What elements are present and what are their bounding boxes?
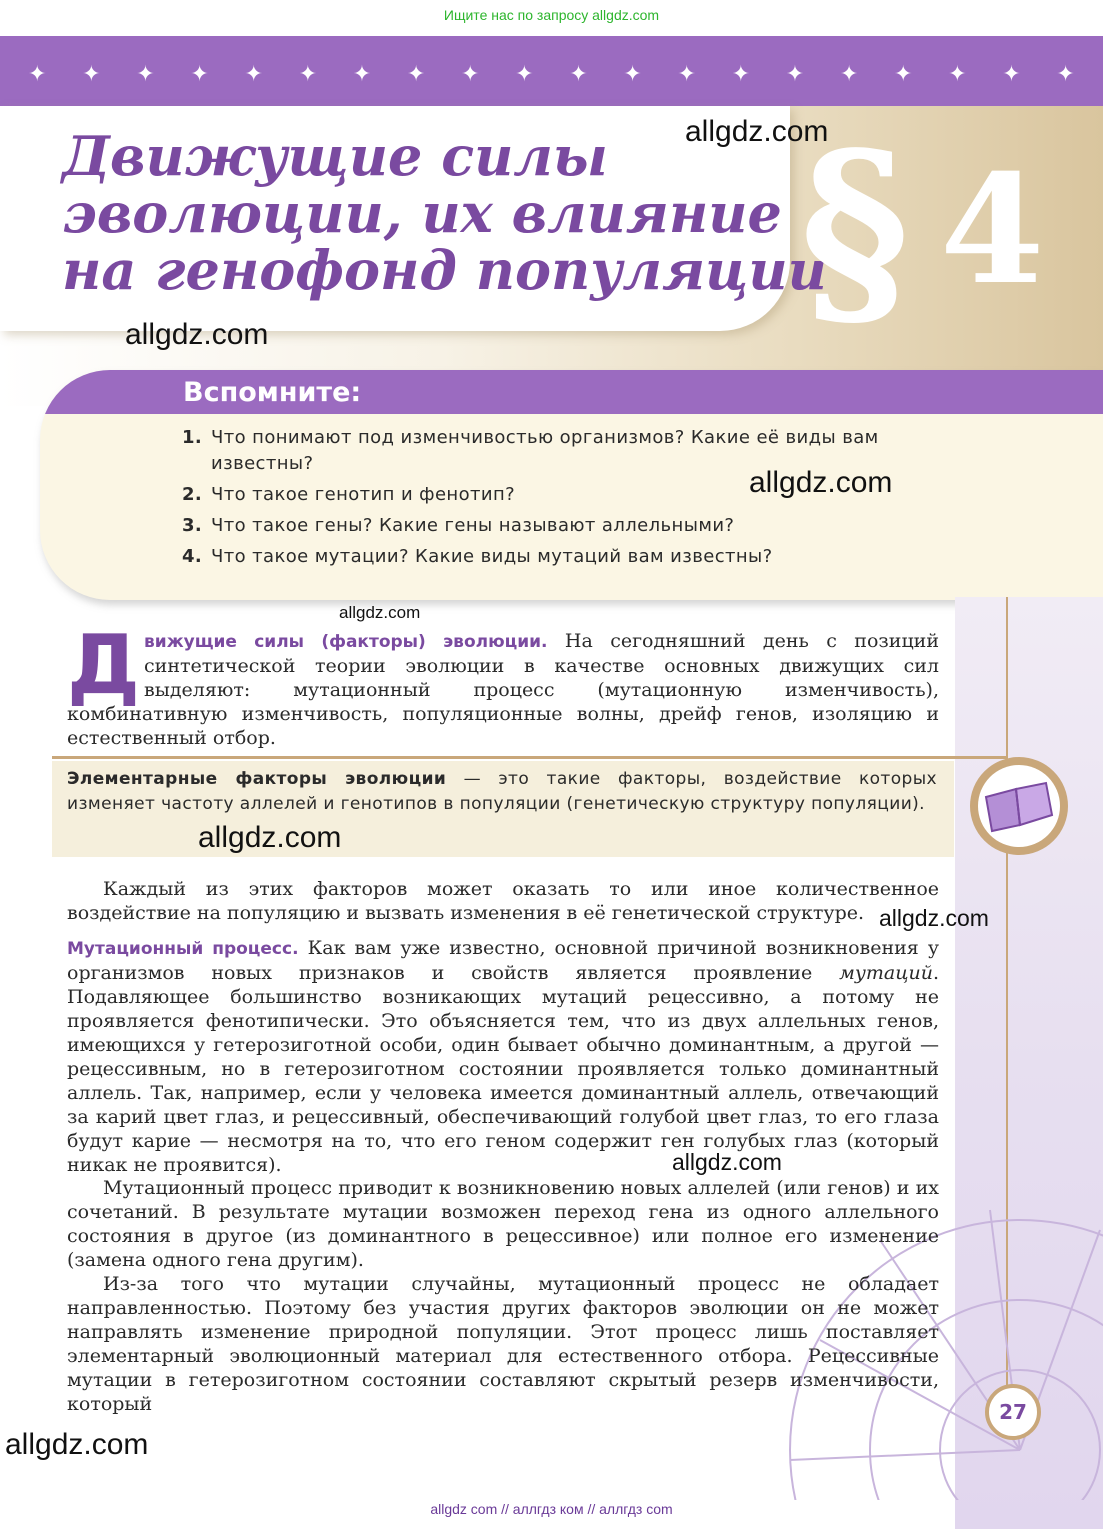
drop-cap: Д [67, 618, 141, 713]
lizard-icon: ✦ [352, 62, 372, 87]
bird-icon: ✦ [623, 62, 642, 87]
paragraph-sign: § [800, 106, 910, 353]
rhino-icon: ✦ [28, 62, 47, 87]
deco-ray [790, 1450, 1020, 1460]
cat-icon: ✦ [569, 62, 588, 87]
watermark: allgdz.com [339, 603, 421, 622]
top-search-note[interactable]: Ищите нас по запросу allgdz.com [443, 7, 660, 23]
page-number: 27 [985, 1384, 1041, 1440]
pterosaur-icon: ✦ [244, 62, 263, 87]
question-text: Что такое гены? Какие гены называют аллельными? [211, 515, 735, 536]
recall-header [40, 370, 1103, 414]
scorpion-icon: ✦ [785, 62, 805, 87]
recall-title: Вспомните: [183, 377, 362, 408]
pterosaur-icon: ✦ [894, 62, 913, 87]
watermark: allgdz.com [672, 1149, 782, 1175]
definition-rule [52, 756, 1007, 759]
animal-icon-row [28, 64, 1075, 86]
body-paragraph-3 [67, 1176, 939, 1272]
paragraph-text: . Подавляющее большинство возникающих мутаций рецессивно, а потому не проявляется фенотипически. Это объясняется тем, что из двух аллельных генов, имеющихся у гетерозиготной особи, один бывает обычно доминантным, а другой — рецессивным, но в гетерозиготном состоянии проявляется только доминантный аллель. Так, например, если у человека имеется доминантный аллель, отвечающий за карий цвет глаз, и рецессивный, обеспечивающий голубой цвет глаз, то его глаза будут карие — несмотря на то, что его геном содержит ген голубых глаз (который никак не проявится). [67, 962, 939, 1176]
definition-badge [970, 757, 1068, 855]
watermark: allgdz.com [198, 821, 342, 854]
open-book-icon [980, 769, 1058, 839]
butterfly-icon: ✦ [82, 62, 101, 87]
watermark: allgdz.com [5, 1428, 149, 1461]
page-title [62, 124, 827, 302]
paragraph-text: Мутационный процесс приводит к возникновению новых аллелей (или генов) и их сочетаний. В результате мутации возможен переход гена из одного аллельного состояния в другое (из доминантного в рецессивное) или полное его изменение (замена одного гена другим). [67, 1177, 939, 1271]
watermark: allgdz.com [685, 115, 829, 148]
body-paragraph-1 [67, 877, 939, 925]
mutation-process-lead: Мутационный процесс. [67, 939, 299, 959]
recall-question [182, 513, 902, 539]
body-paragraph-2 [67, 936, 939, 1177]
definition-body: — это такие факторы, воздействие которых изменяет частоту аллелей и генотипов в популяции (генетическую структуру популяции). [67, 769, 938, 814]
bull-icon: ✦ [515, 62, 534, 87]
body-paragraph-4 [67, 1272, 939, 1416]
recall-question-list [182, 425, 902, 575]
question-number: 4. [182, 546, 203, 567]
watermark: allgdz.com [749, 466, 893, 499]
question-number: 2. [182, 484, 203, 505]
intro-lead: вижущие силы (факторы) эволюции. [144, 632, 548, 652]
title-line-1: Движущие силы [62, 124, 608, 188]
paragraph-text: Из-за того что мутации случайны, мутационный процесс не обладает направленностью. Поэтому без участия других факторов эволюции он не может направлять изменение природной популяции. Этот процесс лишь поставляет элементарный эволюционный материал для естественного отбора. Рецессивные мутации в гетерозиготном состоянии составляют скрытый резерв изменчивости, который [67, 1273, 939, 1415]
question-number: 3. [182, 515, 203, 536]
intro-paragraph [67, 618, 939, 750]
question-text: Что понимают под изменчивостью организмов? Какие её виды вам известны? [211, 427, 879, 474]
whale-icon: ✦ [298, 62, 318, 87]
watermark: allgdz.com [879, 905, 989, 931]
horse-icon: ✦ [190, 62, 209, 87]
scorpion-icon: ✦ [136, 62, 155, 87]
title-line-2: эволюции, их влияние [62, 181, 782, 245]
watermark: allgdz.com [125, 318, 269, 351]
horse-icon: ✦ [839, 62, 859, 87]
rhino-icon: ✦ [731, 62, 751, 87]
butterfly-icon: ✦ [677, 62, 696, 87]
animal-silhouette-band [0, 36, 1103, 106]
intro-text: На сегодняшний день с позиций синтетической теории эволюции в качестве основных движущих сил выделяют: мутационный процесс (мутационную изменчивость), комбинативную изменчивость, популяционные волны, дрейф генов, изоляцию и естественный отбор. [67, 630, 939, 749]
paragraph-text: Каждый из этих факторов может оказать то или иное количественное воздействие на популяцию и вызвать изменения в её генетической структуре. [67, 878, 939, 924]
whale-icon: ✦ [948, 62, 967, 87]
paragraph-number: 4 [940, 142, 1045, 318]
kangaroo-icon: ✦ [1056, 62, 1075, 87]
question-text: Что такое генотип и фенотип? [211, 484, 516, 505]
kangaroo-icon: ✦ [406, 62, 426, 87]
recall-question [182, 544, 902, 570]
definition-text [67, 767, 937, 817]
definition-term: Элементарные факторы эволюции [67, 769, 447, 789]
bottom-footer-note[interactable]: allgdz com // аллгдз ком // аллгдз com [430, 1501, 673, 1517]
question-text: Что такое мутации? Какие виды мутаций вам известны? [211, 546, 773, 567]
emphasis-term: мутаций [839, 962, 933, 984]
question-number: 1. [182, 427, 203, 448]
insect-icon: ✦ [461, 62, 480, 87]
title-line-3: на генофонд популяции [62, 238, 827, 302]
lizard-icon: ✦ [1002, 62, 1021, 87]
paragraph-text: Как вам уже известно, основной причиной возникновения у организмов новых признаков и свойств является проявление [67, 937, 940, 984]
